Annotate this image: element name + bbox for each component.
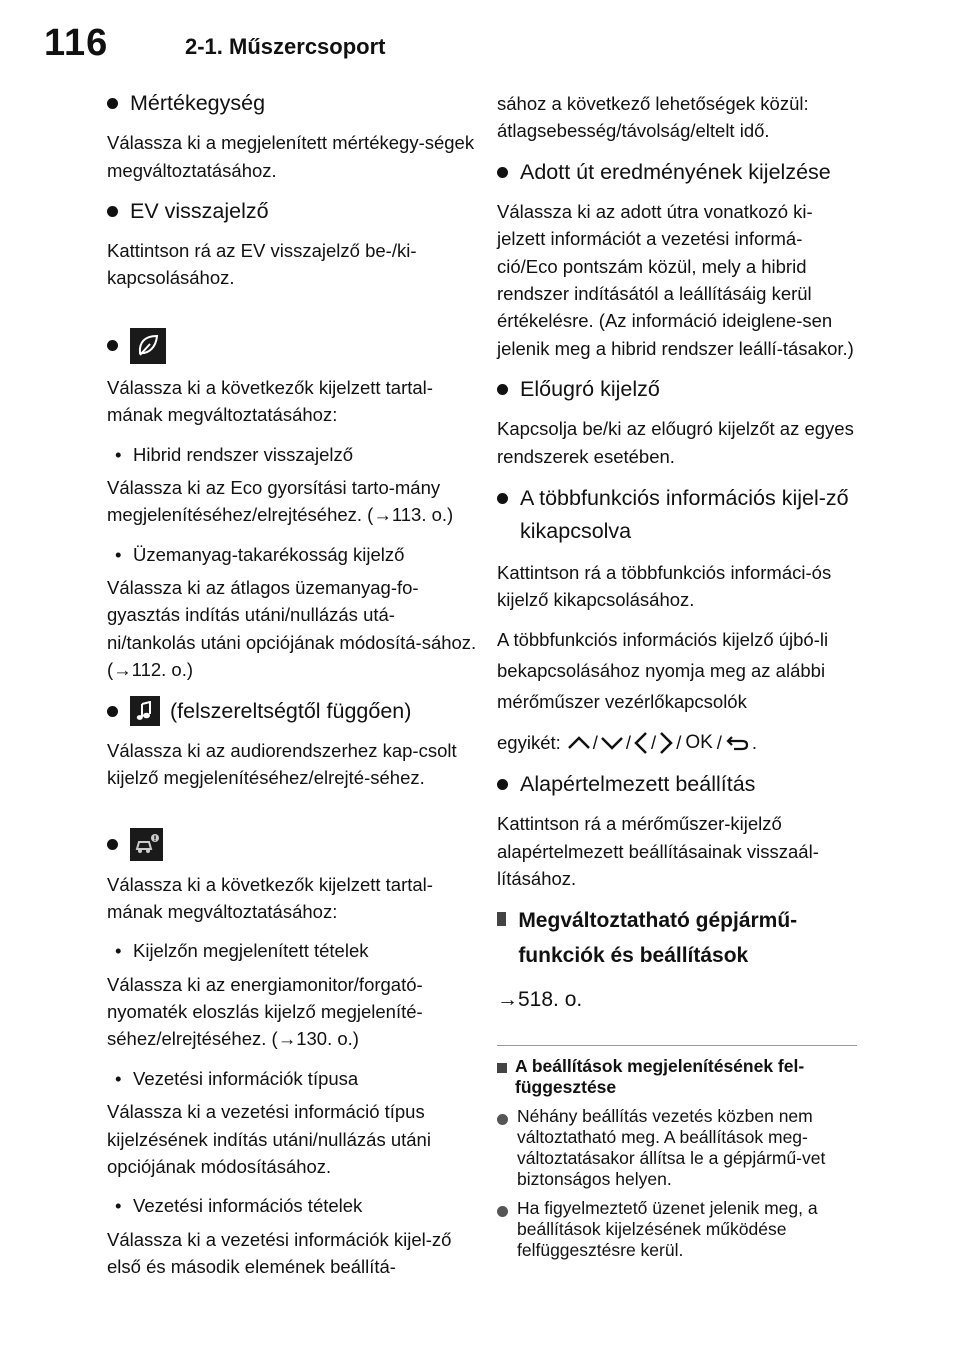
- heading-car-info: [107, 828, 477, 861]
- bullet-dot: [497, 1114, 508, 1125]
- page-number: 116: [44, 22, 109, 64]
- note-item: Ha figyelmeztető üzenet jelenik meg, a beállítások kijelzésének működése felfüggesztésre kerül.: [497, 1198, 857, 1261]
- paragraph: A többfunkciós információs kijelző újbó-li bekapcsolásához nyomja meg az alábbi mérőműszer vezérlőkapcsolók: [497, 629, 829, 712]
- note-item: Néhány beállítás vezetés közben nem változtatható meg. A beállítások meg-változtatásakor állítsa le a gépjármű-vet biztonságos helyen.: [497, 1106, 857, 1190]
- paragraph: Válassza ki a következők kijelzett tartal-mának megváltoztatásához:: [107, 873, 433, 922]
- heading-trip: Adott út eredményének kijelzése: [497, 157, 857, 188]
- heading-audio: (felszereltségtől függően): [107, 696, 477, 727]
- square-bullet: [497, 1063, 507, 1073]
- back-arrow-icon: [724, 734, 750, 752]
- paragraph: Kattintson rá a többfunkciós informáci-ós kijelző kikapcsolásához.: [497, 561, 832, 611]
- paragraph: Válassza ki a vezetési információ típus kijelzésének indítás utáni/nullázás utáni opciójának módosításához.: [107, 1101, 431, 1177]
- list-item: • Hibrid rendszer visszajelző: [115, 443, 354, 465]
- paragraph: Válassza ki az adott útra vonatkozó ki-jelzett információt a vezetési informá-ció/Eco pontszám közül, mely a hibrid rendszer indításától a leállításáig kerül értékelésre. (Az információ ideiglene-sen jelenik meg a hibrid rendszer leállí-tásakor.): [497, 200, 854, 359]
- page-header: [0, 0, 960, 80]
- music-note-icon: [130, 696, 160, 726]
- paragraph: Válassza ki a vezetési információk kijel-ző első és második elemének beállítá-: [107, 1228, 452, 1278]
- right-column: [497, 82, 857, 1269]
- bullet-dot: [497, 493, 508, 504]
- cross-reference: →518. o.: [497, 987, 583, 1011]
- switch-glyphs: / / / / OK / .: [567, 729, 757, 757]
- list-item: • Kijelzőn megjelenített tételek: [115, 940, 369, 962]
- list-item: • Vezetési információk típusa: [115, 1067, 359, 1089]
- bullet-dot: [497, 167, 508, 178]
- note-heading: A beállítások megjelenítésének fel-függesztése: [497, 1056, 857, 1098]
- bullet-dot: [497, 779, 508, 790]
- chevron-up-icon: [567, 735, 591, 751]
- leaf-icon: [130, 328, 166, 364]
- paragraph: Válassza ki az audiorendszerhez kap-csolt kijelző megjelenítéséhez/elrejté-séhez.: [107, 739, 457, 789]
- bullet-dot: [107, 206, 118, 217]
- heading-customize: Megváltoztatható gépjármű-funkciók és beállítások: [497, 904, 857, 973]
- heading-default: Alapértelmezett beállítás: [497, 769, 857, 800]
- paragraph: Válassza ki a megjelenített mértékegy-ségek megváltoztatásához.: [107, 132, 475, 181]
- paragraph: sához a következő lehetőségek közül: átlagsebesség/távolság/eltelt idő.: [497, 93, 809, 142]
- section-title: 2-1. Műszercsoport: [185, 34, 386, 59]
- chevron-left-icon: [633, 731, 649, 755]
- bullet-dot: [107, 340, 118, 351]
- divider: [497, 1045, 857, 1046]
- switch-list: egyikét: / / / / OK / .: [497, 729, 857, 757]
- paragraph: Válassza ki az Eco gyorsítási tarto-mány megjelenítéséhez/elrejtéséhez. (→113. o.): [107, 476, 454, 526]
- heading-mid-off: A többfunkciós információs kijel-ző kikapcsolva: [497, 482, 857, 549]
- heading-popup: Előugró kijelző: [497, 374, 857, 405]
- paragraph: Válassza ki az átlagos üzemanyag-fo-gyasztás indítás utáni/nullázás utá-ni/tankolás utáni opciójának módosítá-sához. (→112. o.): [107, 577, 477, 681]
- square-bullet: [497, 912, 506, 926]
- paragraph: Válassza ki a következők kijelzett tartal-mának megváltoztatásához:: [107, 376, 433, 426]
- bullet-dot: [497, 384, 508, 395]
- heading-units: Mértékegység: [107, 88, 477, 119]
- paragraph: Kapcsolja be/ki az előugró kijelzőt az egyes rendszerek esetében.: [497, 418, 854, 467]
- bullet-dot: [107, 706, 118, 717]
- heading-leaf: [107, 328, 477, 364]
- car-info-icon: [130, 828, 163, 861]
- chevron-right-icon: [658, 731, 674, 755]
- bullet-dot: [107, 839, 118, 850]
- chevron-down-icon: [600, 735, 624, 751]
- paragraph: Válassza ki az energiamonitor/forgató-nyomaték eloszlás kijelző megjeleníté-séhez/elrejtéséhez. (→130. o.): [107, 973, 423, 1050]
- list-item: • Üzemanyag-takarékosság kijelző: [115, 543, 405, 565]
- bullet-dot: [497, 1206, 508, 1217]
- left-column: [107, 82, 477, 1292]
- ok-label: OK: [685, 732, 713, 754]
- paragraph: Kattintson rá az EV visszajelző be-/ki-kapcsolásához.: [107, 240, 417, 289]
- heading-ev: EV visszajelző: [107, 196, 477, 227]
- bullet-dot: [107, 98, 118, 109]
- list-item: • Vezetési információs tételek: [115, 1195, 363, 1217]
- paragraph: Kattintson rá a mérőműszer-kijelző alapértelmezett beállításainak visszaál-lításához.: [497, 813, 819, 890]
